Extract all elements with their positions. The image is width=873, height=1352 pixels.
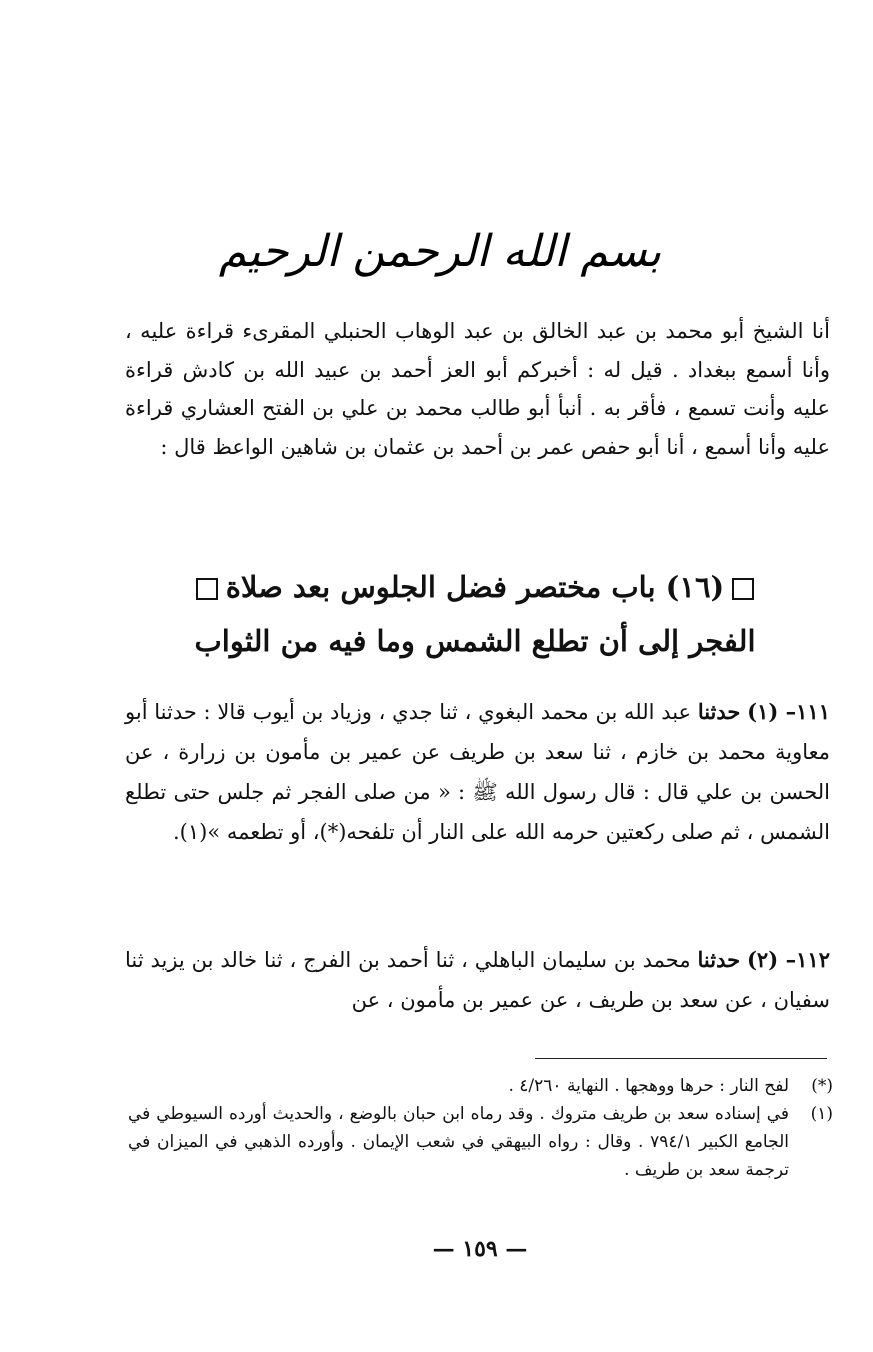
hadith-lead-word: حدثنا	[697, 947, 741, 972]
hadith-text: محمد بن سليمان الباهلي ، ثنا أحمد بن الفرج ، ثنا خالد بن يزيد ثنا سفيان ، عن سعد بن طريف ، عن عمير بن مأمون ، عن	[125, 948, 830, 1012]
footnote-mark: (*)	[811, 1076, 833, 1096]
hadith-112	[125, 940, 830, 1020]
hadith-111	[125, 692, 830, 852]
square-ornament-icon	[732, 578, 754, 600]
footnote-item	[128, 1072, 833, 1100]
footnote-item	[128, 1100, 833, 1184]
chapter-heading-line-1	[150, 560, 800, 614]
chapter-number: (١٦)	[665, 570, 725, 604]
hadith-number: ١١١– (١)	[747, 699, 830, 724]
footnotes	[128, 1072, 833, 1184]
basmala-calligraphy: بسم الله الرحمن الرحيم	[218, 226, 662, 277]
footnote-text: لفح النار : حرها ووهجها . النهاية ٤/٢٦٠ .	[508, 1076, 789, 1096]
chapter-title-part-1: باب مختصر فضل الجلوس بعد صلاة	[225, 570, 656, 604]
chapter-heading	[150, 560, 800, 668]
footnote-text: في إسناده سعد بن طريف متروك . وقد رماه ابن حبان بالوضع ، والحديث أورده السيوطي في الجامع الكبير ٧٩٤/١ . وقال : رواه البيهقي في شعب الإيمان . وأورده الذهبي في الميزان في ترجمة سعد بن طريف .	[128, 1104, 789, 1180]
hadith-number: ١١٢– (٢)	[746, 947, 830, 972]
square-ornament-icon	[196, 578, 218, 600]
isnad-intro: أنا الشيخ أبو محمد بن عبد الخالق بن عبد الوهاب الحنبلي المقرىء قراءة عليه ، وأنا أسمع ببغداد . قيل له : أخبركم أبو العز أحمد بن عبيد الله بن كادش قراءة عليه وأنت تسمع ، فأقر به . أنبأ أبو طالب محمد بن علي بن الفتح العشاري قراءة عليه وأنا أسمع ، أنا أبو حفص عمر بن أحمد بن عثمان بن شاهين الواعظ قال :	[125, 319, 830, 459]
footnote-divider	[535, 1058, 827, 1059]
chapter-heading-line-2: الفجر إلى أن تطلع الشمس وما فيه من الثواب	[194, 624, 756, 658]
hadith-text: عبد الله بن محمد البغوي ، ثنا جدي ، وزياد بن أيوب قالا : حدثنا أبو معاوية محمد بن خازم ، ثنا سعد بن طريف عن عمير بن مأمون بن زرارة ، عن الحسن بن علي قال : قال رسول الله ﷺ : « من صلى الفجر ثم جلس حتى تطلع الشمس ، ثم صلى ركعتين حرمه الله على النار أن تلفحه(*)، أو تطعمه »(١).	[125, 700, 830, 844]
footnote-mark: (١)	[810, 1104, 833, 1124]
hadith-lead-word: حدثنا	[697, 699, 741, 724]
page-number: — ١٥٩ —	[432, 1236, 528, 1262]
